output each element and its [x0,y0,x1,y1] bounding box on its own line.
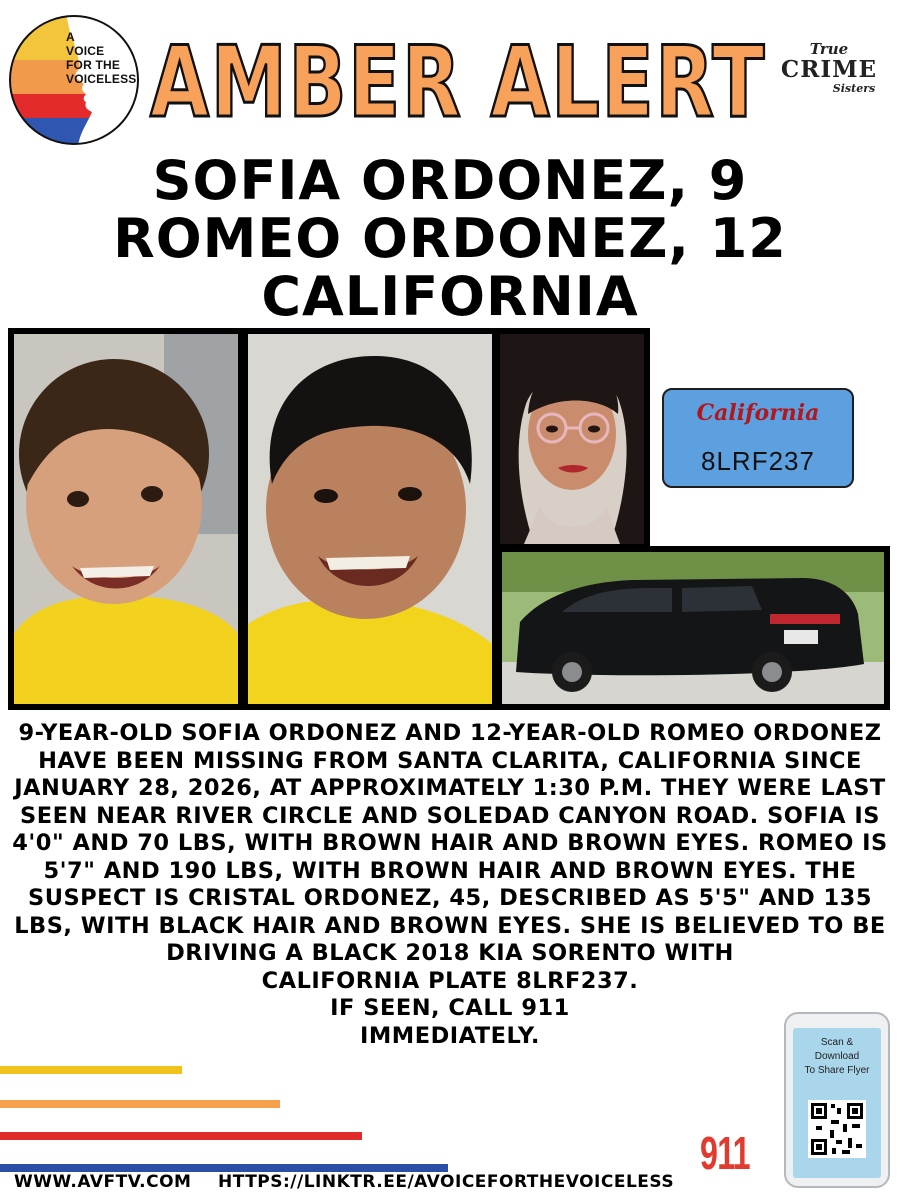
true-crime-sisters-logo [764,40,894,95]
victim-1-name: SOFIA ORDONEZ, 9 [152,149,748,212]
alert-title: AMBER ALERT [150,26,766,140]
alert-description [10,720,890,1050]
decor-bar-yellow [0,1066,182,1074]
qr-caption [793,1036,881,1078]
logo-line: FOR THE [66,58,121,72]
emergency-number: 911 [700,1127,750,1179]
phone-screen [793,1028,881,1178]
logo-text [66,30,146,86]
plate-state: California [696,400,820,426]
decor-bar-orange [0,1100,280,1108]
urgency-text: IMMEDIATELY. [360,1022,540,1049]
brand-line: Sisters [832,82,876,95]
qr-phone-card[interactable] [784,1012,890,1188]
logo-line: VOICELESS [66,72,137,86]
qr-caption-line: Download [814,1051,860,1062]
photo-sofia [8,328,244,710]
footer-linktree-link[interactable]: HTTPS://LINKTR.EE/AVOICEFORTHEVOICELESS [218,1172,675,1192]
description-text: 9-YEAR-OLD SOFIA ORDONEZ AND 12-YEAR-OLD ROMEO ORDONEZ HAVE BEEN MISSING FROM SANTA CLARITA, CALIFORNIA SINCE JANUARY 28, 2026, AT APPROXIMATELY 1:30 P.M. THEY WERE LAST SEEN NEAR RIVER CIRCLE AND SOLEDAD CANYON ROAD. SOFIA IS 4'0" AND 70 LBS, WITH BROWN HAIR AND BROWN EYES. ROMEO IS 5'7" AND 190 LBS, WITH BROWN HAIR AND BROWN EYES. THE SUSPECT IS CRISTAL ORDONEZ, 45, DESCRIBED AS 5'5" AND 135 LBS, WITH BLACK HAIR AND BROWN EYES. SHE IS BELIEVED TO BE DRIVING A BLACK 2018 KIA SORENTO WITH [12,720,888,966]
plate-number: 8LRF237 [701,446,815,476]
decor-bar-red [0,1132,362,1140]
plate-line: CALIFORNIA PLATE 8LRF237. [261,967,639,994]
qr-caption-line: To Share Flyer [804,1065,870,1076]
photo-vehicle [496,546,890,710]
call-instruction: IF SEEN, CALL 911 [330,995,570,1021]
photo-romeo [242,328,498,710]
qr-caption-line: Scan & [820,1037,854,1048]
victim-2-name: ROMEO ORDONEZ, 12 [113,207,787,270]
decor-bar-blue [0,1164,448,1172]
location-heading: CALIFORNIA [261,265,639,328]
license-plate [662,388,854,488]
footer-website-link[interactable]: WWW.AVFTV.COM [14,1172,192,1192]
logo-line: A [66,30,75,44]
photo-suspect [494,328,650,550]
brand-line: True [809,40,849,58]
logo-line: VOICE [66,44,105,58]
qr-code-icon[interactable] [808,1100,866,1158]
brand-line: CRIME [780,56,878,83]
